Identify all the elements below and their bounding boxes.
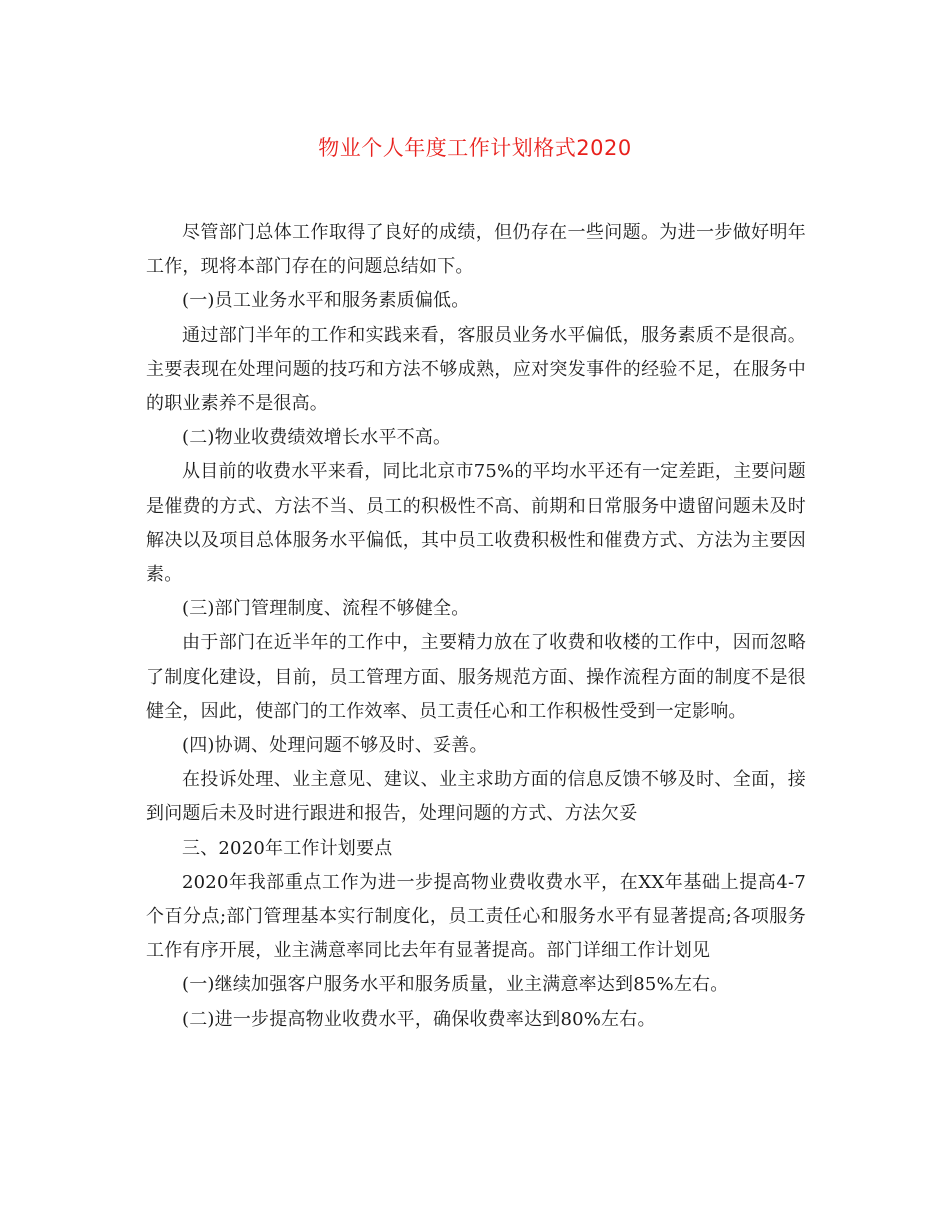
plan-item-2: (二)进一步提高物业收费水平，确保收费率达到80%左右。	[182, 1008, 656, 1030]
paragraph-intro: 尽管部门总体工作取得了良好的成绩，但仍存在一些问题。为进一步做好明年工作，现将本部门存在的问题总结如下。	[146, 222, 806, 278]
heading-plan: 三、2020年工作计划要点	[182, 837, 393, 859]
paragraph-section-4: 在投诉处理、业主意见、建议、业主求助方面的信息反馈不够及时、全面，接到问题后未及时进行跟进和报告，处理问题的方式、方法欠妥	[146, 769, 806, 825]
heading-section-3: (三)部门管理制度、流程不够健全。	[182, 598, 470, 620]
heading-section-4: (四)协调、处理问题不够及时、妥善。	[182, 735, 488, 757]
paragraph-plan: 2020年我部重点工作为进一步提高物业费收费水平，在XX年基础上提高4-7个百分点;部门管理基本实行制度化，员工责任心和服务水平有显著提高;各项服务工作有序开展，业主满意率同比去年有显著提高。部门详细工作计划见	[146, 871, 806, 962]
paragraph-section-3: 由于部门在近半年的工作中，主要精力放在了收费和收楼的工作中，因而忽略了制度化建设，目前，员工管理方面、服务规范方面、操作流程方面的制度不是很健全，因此，使部门的工作效率、员工责任心和工作积极性受到一定影响。	[146, 632, 806, 722]
document-title: 物业个人年度工作计划格式2020	[318, 136, 632, 160]
paragraph-section-2: 从目前的收费水平来看，同比北京市75%的平均水平还有一定差距，主要问题是催费的方式、方法不当、员工的积极性不高、前期和日常服务中遗留问题未及时解决以及项目总体服务水平偏低，其中员工收费积极性和催费方式、方法为主要因素。	[146, 461, 806, 586]
document-body	[146, 216, 806, 1037]
plan-item-1: (一)继续加强客户服务水平和服务质量，业主满意率达到85%左右。	[182, 974, 729, 996]
heading-section-2: (二)物业收费绩效增长水平不高。	[182, 427, 452, 449]
heading-section-1: (一)员工业务水平和服务素质偏低。	[182, 290, 470, 312]
paragraph-section-1: 通过部门半年的工作和实践来看，客服员业务水平偏低，服务素质不是很高。主要表现在处理问题的技巧和方法不够成熟，应对突发事件的经验不足，在服务中的职业素养不是很高。	[146, 324, 806, 415]
